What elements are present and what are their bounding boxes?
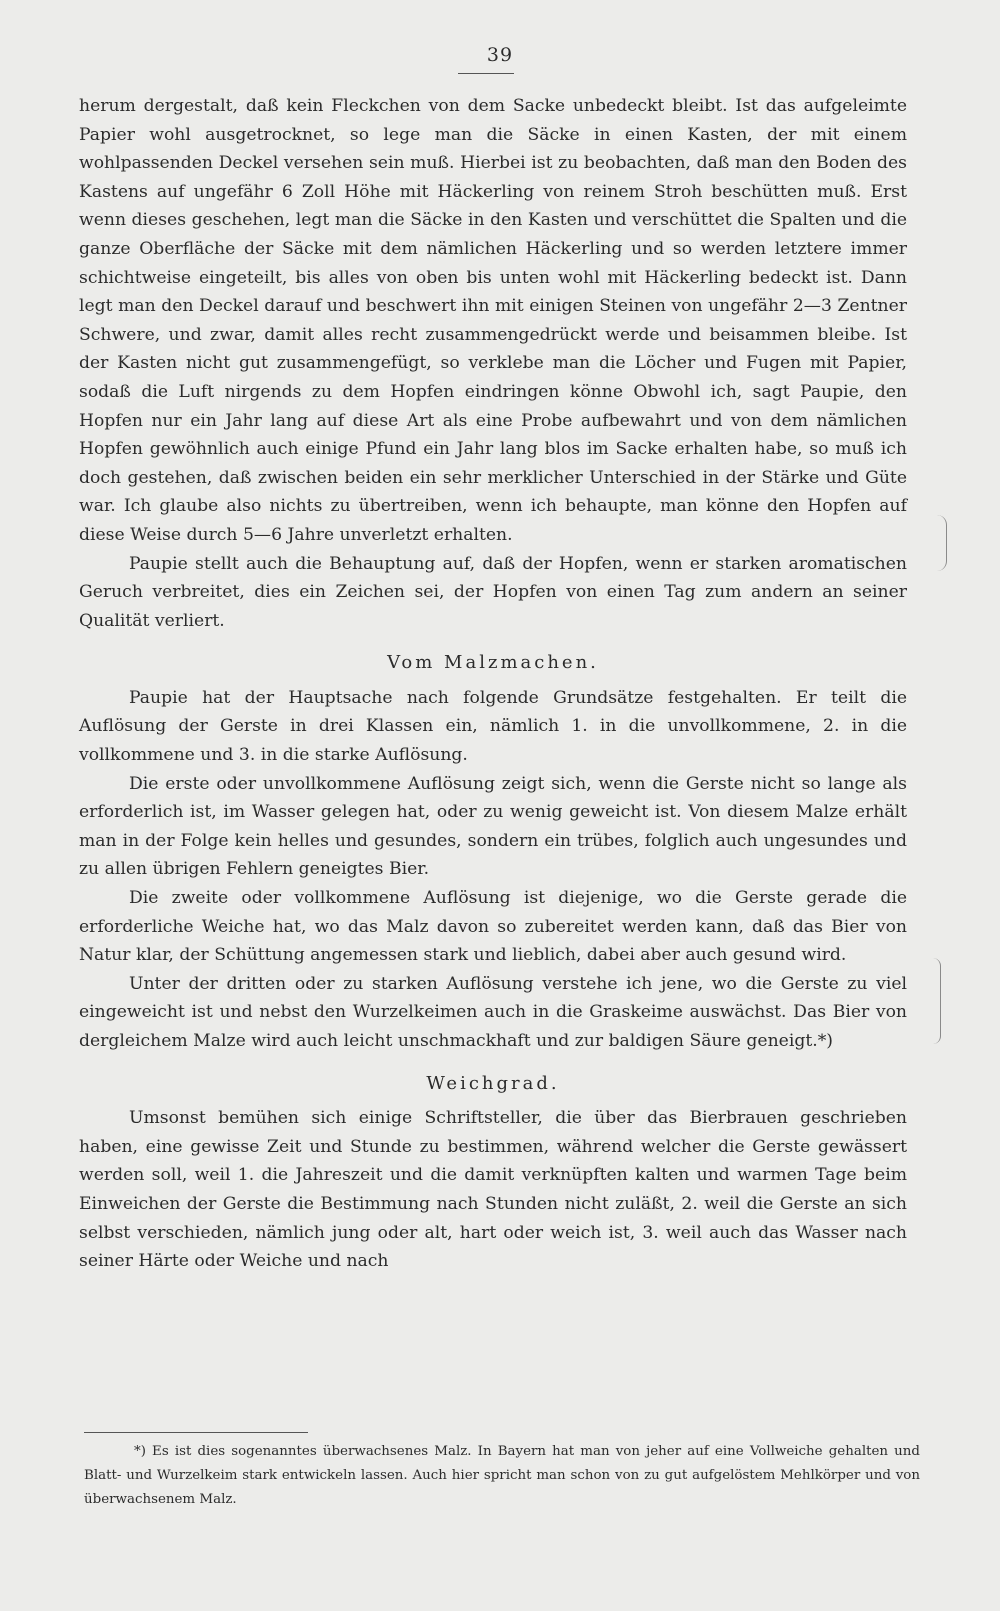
paragraph: Unter der dritten oder zu starken Auflösung verstehe ich jene, wo die Gerste zu viel eingeweicht ist und nebst den Wurzelkeimen auch in die Graskeime auswächst. Das Bier von dergleichem Malze wird auch leicht unschmackhaft und zur baldigen Säure geneigt.*) <box>79 973 907 1051</box>
page-number-rule <box>458 73 514 74</box>
section-heading-weichgrad: Weichgrad. <box>426 1072 560 1094</box>
footnote: *) Es ist dies sogenanntes überwachsenes Malz. In Bayern hat man von jeher auf eine Vollweiche gehalten und Blatt- und Wurzelkeim stark entwickeln lassen. Auch hier spricht man schon von zu gut aufgelöstem Mehlkörper und von überwachsenem Malz. <box>84 1444 920 1507</box>
page-number: 39 <box>486 44 514 66</box>
paragraph-continued: herum dergestalt, daß kein Fleckchen von dem Sacke unbedeckt bleibt. Ist das aufgeleimte Papier wohl ausgetrocknet, so lege man die Säcke in einen Kasten, der mit einem wohlpassenden Deckel versehen sein muß. Hierbei ist zu beobachten, daß man den Boden des Kastens auf ungefähr 6 Zoll Höhe mit Häckerling von reinem Stroh beschütten muß. Erst wenn dieses geschehen, legt man die Säcke in den Kasten und verschüttet die Spalten und die ganze Oberfläche der Säcke mit dem nämlichen Häckerling und so werden letztere immer schichtweise eingeteilt, bis alles von oben bis unten wohl mit Häckerling bedeckt ist. Dann legt man den Deckel darauf und beschwert ihn mit einigen Steinen von ungefähr 2—3 Zentner Schwere, und zwar, damit alles recht zusammengedrückt werde und beisammen bleibe. Ist der Kasten nicht gut zusammengefügt, so verklebe man die Löcher und Fugen mit Papier, sodaß die Luft nirgends zu dem Hopfen eindringen könne Obwohl ich, sagt Paupie, den Hopfen nur ein Jahr lang auf diese Art als eine Probe aufbewahrt und von dem nämlichen Hopfen gewöhnlich auch einige Pfund ein Jahr lang blos im Sacke erhalten habe, so muß ich doch gestehen, daß zwischen beiden ein sehr merklicher Unterschied in der Stärke und Güte war. Ich glaube also nichts zu übertreiben, wenn ich behaupte, man könne den Hopfen auf diese Weise durch 5—6 Jahre unverletzt erhalten. <box>79 96 907 545</box>
paragraph: Paupie stellt auch die Behauptung auf, daß der Hopfen, wenn er starken aromatischen Geruch verbreitet, dies ein Zeichen sei, der Hopfen von einen Tag zum andern an seiner Qualität verliert. <box>79 553 907 631</box>
section-heading-malzmachen: Vom Malzmachen. <box>387 652 599 674</box>
footnote-rule <box>84 1432 308 1433</box>
paragraph: Umsonst bemühen sich einige Schriftsteller, die über das Bierbrauen geschrieben haben, eine gewisse Zeit und Stunde zu bestimmen, während welcher die Gerste gewässert werden soll, weil 1. die Jahreszeit und die damit verknüpften kalten und warmen Tage beim Einweichen der Gerste die Bestimmung nach Stunden nicht zuläßt, 2. weil die Gerste an sich selbst verschieden, nämlich jung oder alt, hart oder weich ist, 3. weil auch das Wasser nach seiner Härte oder Weiche und nach <box>79 1108 907 1272</box>
paragraph: Die erste oder unvollkommene Auflösung zeigt sich, wenn die Gerste nicht so lange als erforderlich ist, im Wasser gelegen hat, oder zu wenig geweicht ist. Von diesem Malze erhält man in der Folge kein helles und gesundes, sondern ein trübes, folglich auch ungesundes und zu allen übrigen Fehlern geneigtes Bier. <box>79 773 907 880</box>
margin-pencil-mark <box>936 515 947 571</box>
margin-pencil-mark <box>930 958 941 1044</box>
paragraph: Paupie hat der Hauptsache nach folgende Grundsätze festgehalten. Er teilt die Auflösung der Gerste in drei Klassen ein, nämlich 1. in die unvollkommene, 2. in die vollkommene und 3. in die starke Auflösung. <box>79 687 907 766</box>
paragraph: Die zweite oder vollkommene Auflösung ist diejenige, wo die Gerste gerade die erforderliche Weiche hat, wo das Malz davon so zubereitet werden kann, daß das Bier von Natur klar, der Schüttung angemessen stark und lieblich, dabei aber auch gesund wird. <box>79 888 907 966</box>
main-text <box>79 92 907 1276</box>
